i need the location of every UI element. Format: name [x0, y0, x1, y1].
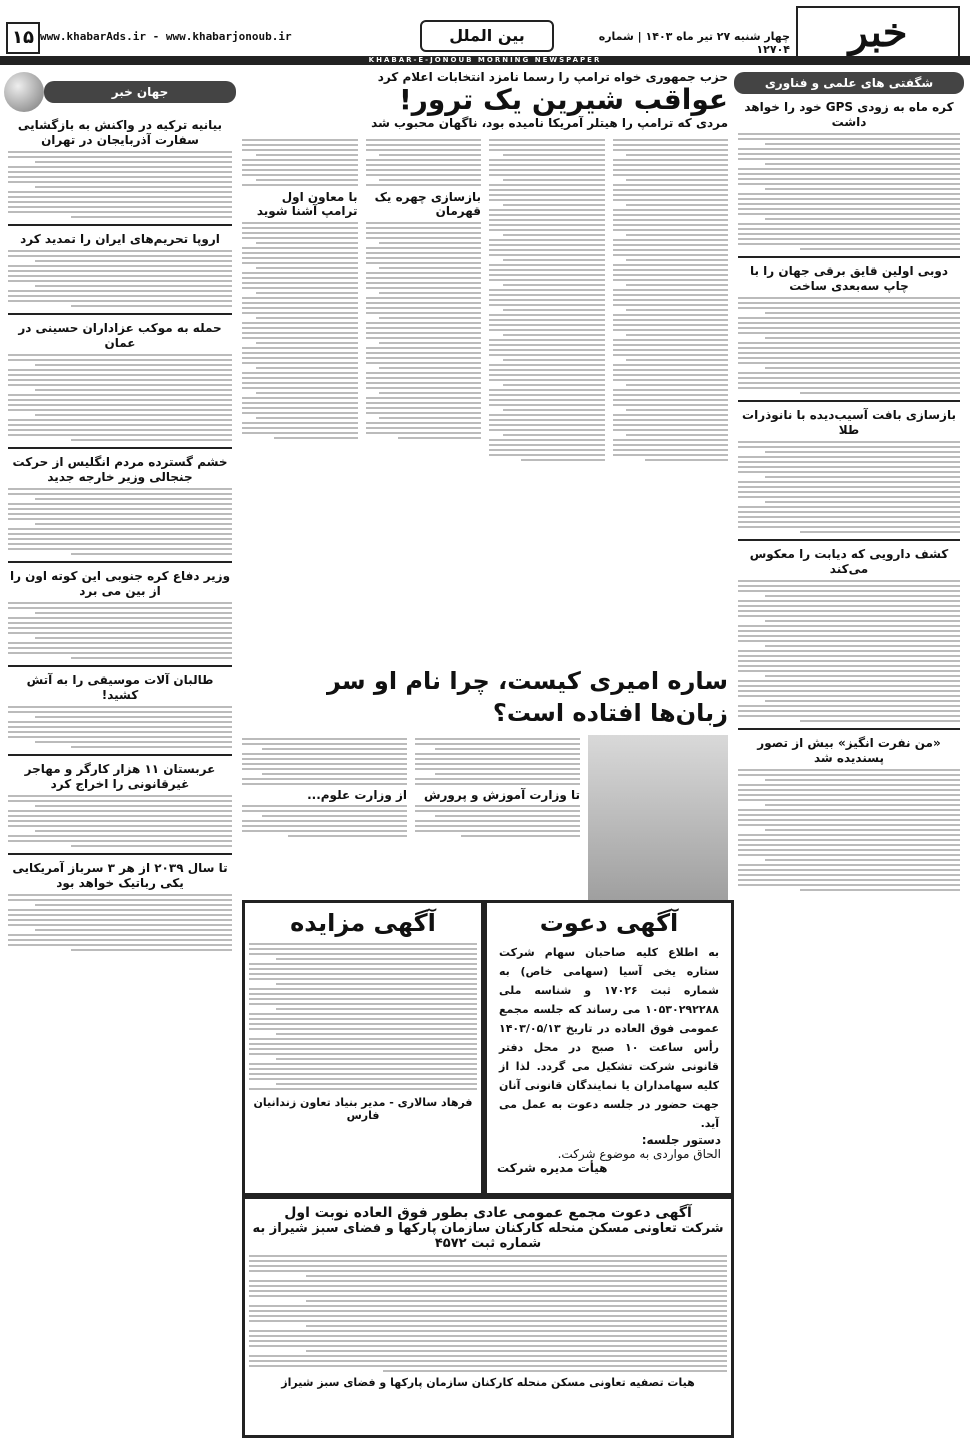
website-urls: www.khabarAds.ir - www.khabarjonoub.ir [40, 30, 292, 43]
bottom-ad [242, 1196, 734, 1438]
second-story [242, 665, 728, 895]
page-number: ۱۵ [6, 22, 40, 54]
science-column-header: شگفتی های علمی و فناوری [734, 72, 964, 94]
auction-ad-signature: فرهاد سالاری - مدیر بنیاد تعاون زندانیان فارس [253, 1096, 473, 1122]
auction-ad-title: آگهی مزایده [290, 909, 436, 937]
divider [738, 728, 960, 730]
second-body-col [415, 735, 580, 915]
invite-ad-signature: هیأت مدیره شرکت [497, 1161, 608, 1175]
article-body [8, 151, 232, 218]
invite-ad-agenda: الحاق مواردی به موضوع شرکت. [557, 1147, 721, 1161]
logo-text: خبر [848, 9, 908, 56]
article-body [738, 133, 960, 250]
lead-body-columns [242, 136, 728, 464]
article-title: «من نفرت انگیز» بیش از تصور پسندیده شد [757, 736, 941, 765]
article-title: کره ماه به زودی GPS خود را خواهد داشت [744, 100, 954, 129]
article-title: تا سال ۲۰۳۹ از هر ۳ سرباز آمریکایی یکی رباتیک خواهد بود [12, 861, 228, 890]
article-body [8, 795, 232, 847]
divider [8, 561, 232, 563]
masthead-subbar: KHABAR-E-JONOUB MORNING NEWSPAPER [0, 56, 970, 65]
bottom-ad-body [249, 1255, 727, 1372]
second-subhead: از وزارت علوم... [307, 788, 407, 802]
article-body [738, 297, 960, 394]
article-title: عربستان ۱۱ هزار کارگر و مهاجر غیرقانونی را اخراج کرد [24, 762, 216, 791]
lead-body-col [242, 136, 358, 464]
auction-ad [242, 900, 484, 1196]
invite-ad-text: به اطلاع کلیه صاحبان سهام شرکت ستاره یخی آسیا (سهامی خاص) به شماره ثبت ۱۷۰۲۶ و شناسه ملی ۱۰۵۳۰۲۹۲۲۸۸ می رساند که جلسه مجمع عمومی فوق العاده در تاریخ ۱۴۰۳/۰۵/۱۳ رأس ساعت ۱۰ صبح در محل دفتر قانونی شرکت تشکیل می گردد. لذا از کلیه سهامداران یا نمایندگان قانونی آنان جهت حضور در جلسه دعوت به عمل می آید. [499, 946, 719, 1130]
second-story-body [242, 735, 728, 915]
article-title: بیانیه ترکیه در واکنش به بازگشایی سفارت آذربایجان در تهران [17, 118, 223, 147]
article-body [8, 250, 232, 307]
second-body-col [242, 735, 407, 915]
divider [8, 754, 232, 756]
science-column [734, 72, 964, 1432]
article-body [8, 488, 232, 555]
article-title: اروپا تحریم‌های ایران را تمدید کرد [20, 232, 220, 246]
invite-ad-title: آگهی دعوت [539, 909, 679, 937]
date-line: چهار شنبه ۲۷ تیر ماه ۱۴۰۳ | شماره ۱۲۷۰۴ [598, 30, 790, 56]
invite-ad [484, 900, 734, 1196]
lead-body-col [366, 136, 482, 464]
divider [8, 224, 232, 226]
bottom-ad-title-1: آگهی دعوت مجمع عمومی عادی بطور فوق العاده نوبت اول [284, 1205, 692, 1221]
lead-subhead: با معاون اول ترامپ آشنا شوید [256, 190, 358, 218]
world-news-header-row [4, 72, 236, 112]
article-title: دوبی اولین قایق برقی جهان را با چاپ سه‌بعدی ساخت [749, 264, 949, 293]
article-body [8, 706, 232, 748]
masthead [0, 0, 970, 64]
divider [8, 313, 232, 315]
article-title: حمله به موکب عزاداران حسینی در عمان [18, 321, 222, 350]
world-news-column [4, 72, 236, 1432]
article-body [738, 580, 960, 722]
bottom-ad-title-2: شرکت تعاونی مسکن منحله کارکنان سازمان پارکها و فضای سبز شیراز به شماره ثبت ۴۵۷۲ [252, 1221, 724, 1251]
lead-body-col [613, 136, 729, 464]
article-body [8, 602, 232, 659]
person-photo [588, 735, 728, 915]
article-body [8, 354, 232, 441]
article-title: وزیر دفاع کره جنوبی این کوته اون را از بین می برد [9, 569, 231, 598]
divider [738, 256, 960, 258]
lead-headline: عواقب شیرین یک ترور! [399, 83, 728, 116]
divider [8, 447, 232, 449]
lead-subhead: بازسازی چهره یک قهرمان [374, 190, 481, 218]
newspaper-logo [796, 6, 960, 62]
article-title: کشف دارویی که دیابت را معکوس می‌کند [749, 547, 949, 576]
lead-kicker: حزب جمهوری خواه ترامپ را رسما نامزد انتخابات اعلام کرد [377, 70, 728, 84]
article-title: بازسازی بافت آسیب‌دیده با نانوذرات طلا [742, 408, 956, 437]
second-headline: ساره امیری کیست، چرا نام او سر زبان‌ها افتاده است؟ [327, 667, 728, 727]
article-body [8, 894, 232, 951]
divider [8, 853, 232, 855]
article-title: طالبان آلات موسیقی را به آتش کشید! [26, 673, 214, 702]
world-news-header: جهان خبر [44, 81, 236, 103]
lead-subkicker: مردی که ترامپ را هیتلر آمریکا نامیده بود، ناگهان محبوب شد [371, 116, 728, 130]
article-title: خشم گسترده مردم انگلیس از حرکت جنجالی وزیر خارجه جدید [12, 455, 228, 484]
divider [8, 665, 232, 667]
bottom-ad-signature: هیات تصفیه تعاونی مسکن منحله کارکنان سازمان پارکها و فضای سبز شیراز [281, 1376, 695, 1389]
article-body [738, 769, 960, 891]
second-subhead: تا وزارت آموزش و پرورش [423, 788, 580, 802]
lead-story [242, 70, 728, 660]
section-title: بین الملل [420, 20, 554, 52]
divider [738, 539, 960, 541]
divider [738, 400, 960, 402]
globe-icon [4, 72, 44, 112]
lead-body-col [489, 136, 605, 464]
article-body [738, 441, 960, 533]
auction-ad-body [249, 943, 477, 1090]
invite-ad-agenda-label: دستور جلسه: [641, 1133, 721, 1147]
